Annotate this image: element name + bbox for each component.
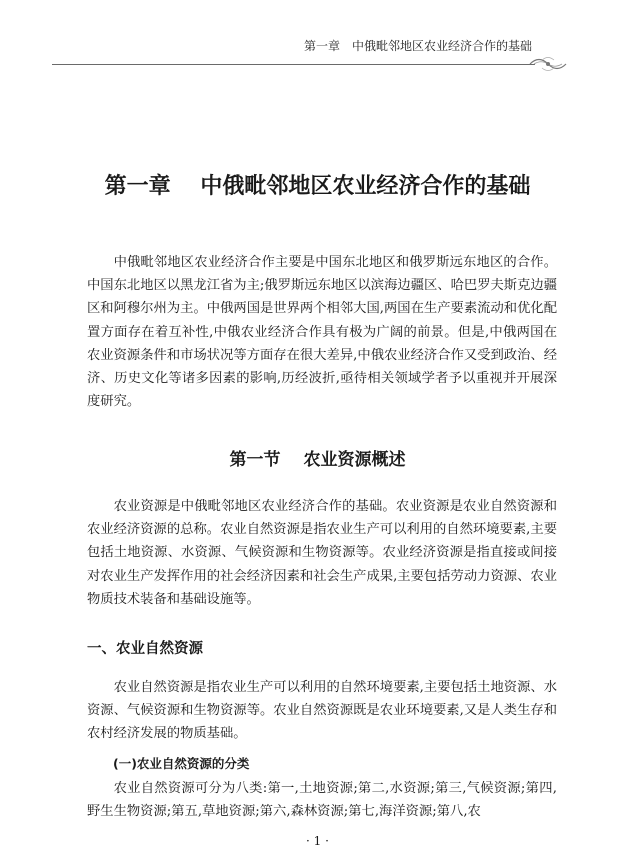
header-rule [52, 64, 535, 65]
section-paragraph: 农业资源是中俄毗邻地区农业经济合作的基础。农业资源是农业自然资源和农业经济资源的总称。农业自然资源是指农业生产可以利用的自然环境要素,主要包括土地资源、水资源、气候资源和生物资源等。农业经济资源是指直接或间接对农业生产发挥作用的社会经济因素和社会生产成果,主要包括劳动力资源、农业物质技术装备和基础设施等。 [87, 499, 557, 607]
subsubsection-title: (一)农业自然资源的分类 [113, 756, 250, 771]
running-header-title: 第一章 中俄毗邻地区农业经济合作的基础 [303, 39, 532, 53]
page-number: · 1 · [306, 834, 329, 848]
subsection-title: 一、农业自然资源 [87, 641, 203, 657]
running-header [0, 38, 635, 78]
header-ornament-icon [528, 54, 568, 74]
section-title: 第一节 农业资源概述 [229, 450, 406, 470]
chapter-title: 第一章 中俄毗邻地区农业经济合作的基础 [104, 174, 531, 199]
intro-paragraph: 中俄毗邻地区农业经济合作主要是中国东北地区和俄罗斯远东地区的合作。中国东北地区以黑龙江省为主;俄罗斯远东地区以滨海边疆区、哈巴罗夫斯克边疆区和阿穆尔州为主。中俄两国是世界两个相邻大国,两国在生产要素流动和优化配置方面存在着互补性,中俄农业经济合作具有极为广阔的前景。但是,中俄两国在农业资源条件和市场状况等方面存在很大差异,中俄农业经济合作又受到政治、经济、历史文化等诸多因素的影响,历经波折,亟待相关领域学者予以重视并开展深度研究。 [87, 255, 557, 410]
subsubsection-paragraph: 农业自然资源可分为八类:第一,土地资源;第二,水资源;第三,气候资源;第四,野生生物资源;第五,草地资源;第六,森林资源;第七,海洋资源;第八,农 [87, 781, 557, 820]
subsection-paragraph: 农业自然资源是指农业生产可以利用的自然环境要素,主要包括土地资源、水资源、气候资源和生物资源等。农业自然资源既是农业环境要素,又是人类生存和农村经济发展的物质基础。 [87, 680, 557, 742]
